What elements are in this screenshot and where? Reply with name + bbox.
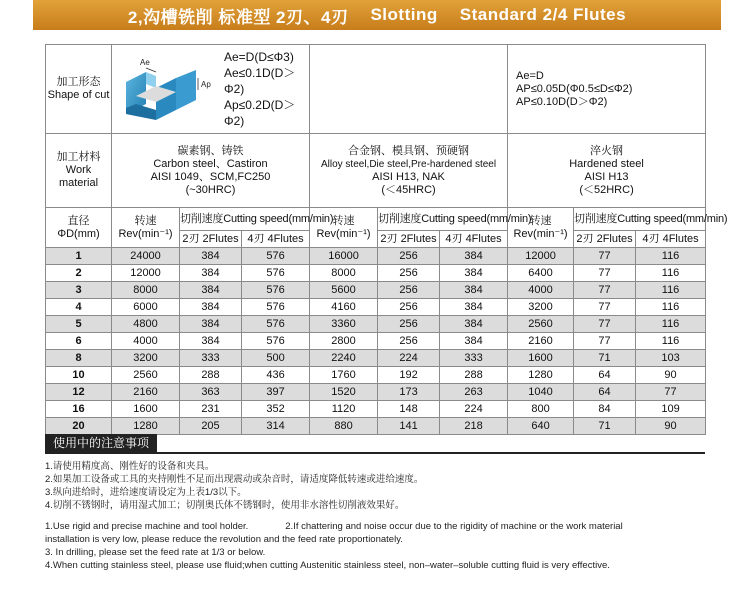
note-cn-3: 3.纵向进给时，进给速度请设定为上表1/3以下。 xyxy=(45,487,247,498)
notes-body xyxy=(45,460,705,572)
table-row xyxy=(46,418,706,435)
value-cell: 141 xyxy=(378,418,440,435)
diameter-cell: 2 xyxy=(46,265,112,282)
diameter-cell: 20 xyxy=(46,418,112,435)
value-cell: 2160 xyxy=(112,384,180,401)
note-en-2: installation is very low, please reduce the revolution and the feed rate proportionately. xyxy=(45,534,403,545)
formula-1-line-2: Ae≤0.1D(D＞Φ2) xyxy=(224,66,296,96)
value-cell: 256 xyxy=(378,316,440,333)
value-cell: 384 xyxy=(180,299,242,316)
flutes4-header-2: 4刃 4Flutes xyxy=(440,231,508,248)
m3-cn: 淬火钢 xyxy=(590,144,624,157)
table-row xyxy=(46,333,706,350)
value-cell: 116 xyxy=(636,282,706,299)
value-cell: 205 xyxy=(180,418,242,435)
value-cell: 384 xyxy=(440,265,508,282)
value-cell: 116 xyxy=(636,265,706,282)
table-row xyxy=(46,248,706,265)
feed-header-2: 切削速度Cutting speed(mm/min) xyxy=(378,208,508,231)
flutes4-header-3: 4刃 4Flutes xyxy=(636,231,706,248)
data-rows xyxy=(46,248,706,435)
value-cell: 218 xyxy=(440,418,508,435)
cutting-conditions-table xyxy=(45,44,728,435)
value-cell: 16000 xyxy=(310,248,378,265)
flutes4-header-1: 4刃 4Flutes xyxy=(242,231,310,248)
flutes2-header-2: 2刃 2Flutes xyxy=(378,231,440,248)
table-row xyxy=(46,316,706,333)
value-cell: 116 xyxy=(636,316,706,333)
shape-label-cell xyxy=(46,45,112,134)
feed-header-1: 切削速度Cutting speed(mm/min) xyxy=(180,208,310,231)
shape-formula-1 xyxy=(216,49,309,129)
value-cell: 576 xyxy=(242,333,310,350)
value-cell: 576 xyxy=(242,248,310,265)
m2-grade: AISI H13, NAK xyxy=(372,170,445,183)
value-cell: 90 xyxy=(636,367,706,384)
value-cell: 77 xyxy=(574,282,636,299)
material-carbon-steel xyxy=(112,134,310,208)
rev-header-2-en: Rev(min⁻¹) xyxy=(316,227,371,240)
value-cell: 384 xyxy=(440,248,508,265)
notes-title: 使用中的注意事项 xyxy=(45,434,157,452)
value-cell: 352 xyxy=(242,401,310,418)
table-row xyxy=(46,299,706,316)
value-cell: 256 xyxy=(378,299,440,316)
value-cell: 384 xyxy=(440,299,508,316)
diameter-cell: 6 xyxy=(46,333,112,350)
value-cell: 288 xyxy=(440,367,508,384)
value-cell: 256 xyxy=(378,282,440,299)
value-cell: 4000 xyxy=(112,333,180,350)
m3-en: Hardened steel xyxy=(569,157,644,170)
diameter-header xyxy=(46,208,112,248)
note-en-4: 4.When cutting stainless steel, please use fluid;when cutting Austenitic stainless steel, non–water–soluble cutting fluid is very effective. xyxy=(45,560,610,571)
material-alloy-steel xyxy=(310,134,508,208)
value-cell: 1280 xyxy=(112,418,180,435)
value-cell: 224 xyxy=(378,350,440,367)
slot-diagram-icon xyxy=(112,54,216,124)
value-cell: 84 xyxy=(574,401,636,418)
m2-hardness: (＜45HRC) xyxy=(381,183,436,196)
value-cell: 77 xyxy=(574,248,636,265)
value-cell: 173 xyxy=(378,384,440,401)
value-cell: 2560 xyxy=(508,316,574,333)
material-label-en-2: material xyxy=(58,177,99,189)
shape-formula-2 xyxy=(508,45,706,134)
shape-label-cn: 加工形态 xyxy=(56,76,101,88)
value-cell: 8000 xyxy=(112,282,180,299)
value-cell: 1280 xyxy=(508,367,574,384)
m1-cn: 碳素钢、铸铁 xyxy=(177,144,244,157)
value-cell: 12000 xyxy=(112,265,180,282)
table-row xyxy=(46,367,706,384)
value-cell: 116 xyxy=(636,248,706,265)
diagram-ae-label: Ae xyxy=(140,58,150,67)
value-cell: 2160 xyxy=(508,333,574,350)
value-cell: 77 xyxy=(636,384,706,401)
value-cell: 800 xyxy=(508,401,574,418)
feed-header-3: 切削速度Cutting speed(mm/min) xyxy=(574,208,706,231)
value-cell: 64 xyxy=(574,367,636,384)
diagram-ap-label: Ap xyxy=(201,80,211,89)
title-banner xyxy=(33,0,721,30)
value-cell: 384 xyxy=(180,265,242,282)
m1-en: Carbon steel、Castiron xyxy=(153,157,268,170)
value-cell: 4000 xyxy=(508,282,574,299)
material-hardened-steel xyxy=(508,134,706,208)
rev-header-3-en: Rev(min⁻¹) xyxy=(513,227,568,240)
value-cell: 224 xyxy=(440,401,508,418)
value-cell: 8000 xyxy=(310,265,378,282)
diameter-cell: 12 xyxy=(46,384,112,401)
value-cell: 103 xyxy=(636,350,706,367)
diameter-cell: 16 xyxy=(46,401,112,418)
value-cell: 384 xyxy=(440,282,508,299)
value-cell: 384 xyxy=(180,282,242,299)
value-cell: 256 xyxy=(378,248,440,265)
value-cell: 263 xyxy=(440,384,508,401)
value-cell: 384 xyxy=(440,333,508,350)
diameter-cell: 5 xyxy=(46,316,112,333)
diameter-cell: 8 xyxy=(46,350,112,367)
value-cell: 64 xyxy=(574,384,636,401)
flutes2-header-1: 2刃 2Flutes xyxy=(180,231,242,248)
banner-title-cn: 2,沟槽铣削 标准型 2刃、4刃 xyxy=(127,7,349,27)
value-cell: 1760 xyxy=(310,367,378,384)
value-cell: 192 xyxy=(378,367,440,384)
material-label-en-1: Work xyxy=(65,164,92,176)
shape-formula-spacer xyxy=(310,45,508,134)
value-cell: 71 xyxy=(574,418,636,435)
table-row xyxy=(46,350,706,367)
rev-header-1 xyxy=(112,208,180,248)
formula-2-line-1: Ae=D xyxy=(516,69,544,82)
value-cell: 1120 xyxy=(310,401,378,418)
m3-grade: AISI H13 xyxy=(584,170,629,183)
value-cell: 384 xyxy=(180,316,242,333)
value-cell: 576 xyxy=(242,282,310,299)
diameter-header-cn: 直径 xyxy=(67,214,90,227)
value-cell: 71 xyxy=(574,350,636,367)
value-cell: 880 xyxy=(310,418,378,435)
value-cell: 231 xyxy=(180,401,242,418)
notes-header xyxy=(45,434,705,454)
value-cell: 148 xyxy=(378,401,440,418)
value-cell: 1600 xyxy=(508,350,574,367)
value-cell: 288 xyxy=(180,367,242,384)
value-cell: 90 xyxy=(636,418,706,435)
value-cell: 77 xyxy=(574,265,636,282)
rev-header-1-cn: 转速 xyxy=(134,214,157,227)
rev-header-2-cn: 转速 xyxy=(332,214,355,227)
table-row xyxy=(46,401,706,418)
value-cell: 333 xyxy=(440,350,508,367)
value-cell: 2560 xyxy=(112,367,180,384)
flutes2-header-3: 2刃 2Flutes xyxy=(574,231,636,248)
diameter-header-en: ΦD(mm) xyxy=(57,227,100,240)
value-cell: 576 xyxy=(242,265,310,282)
value-cell: 314 xyxy=(242,418,310,435)
value-cell: 77 xyxy=(574,299,636,316)
m2-cn: 合金钢、模具钢、预硬钢 xyxy=(348,144,470,157)
value-cell: 116 xyxy=(636,299,706,316)
banner-title-en-slotting: Slotting xyxy=(370,5,438,24)
value-cell: 1600 xyxy=(112,401,180,418)
diameter-cell: 1 xyxy=(46,248,112,265)
formula-1-line-3: Ap≤0.2D(D＞Φ2) xyxy=(224,98,296,128)
value-cell: 2240 xyxy=(310,350,378,367)
note-cn-1: 1.请使用精度高、刚性好的设备和夹具。 xyxy=(45,461,215,472)
table-row xyxy=(46,384,706,401)
value-cell: 116 xyxy=(636,333,706,350)
value-cell: 1040 xyxy=(508,384,574,401)
value-cell: 256 xyxy=(378,333,440,350)
value-cell: 576 xyxy=(242,299,310,316)
note-cn-2: 2.如果加工设备或工具的夹持刚性不足而出现震动或杂音时，请适度降低转速或进给速度。 xyxy=(45,474,424,485)
note-en-3: 3. In drilling, please set the feed rate at 1/3 or below. xyxy=(45,547,266,558)
material-label-cn: 加工材料 xyxy=(56,151,101,163)
value-cell: 640 xyxy=(508,418,574,435)
value-cell: 500 xyxy=(242,350,310,367)
rev-header-3-cn: 转速 xyxy=(529,214,552,227)
m2-en: Alloy steel,Die steel,Pre-hardened steel xyxy=(320,158,497,170)
value-cell: 6400 xyxy=(508,265,574,282)
table-row xyxy=(46,265,706,282)
value-cell: 333 xyxy=(180,350,242,367)
value-cell: 4160 xyxy=(310,299,378,316)
diameter-cell: 10 xyxy=(46,367,112,384)
value-cell: 3200 xyxy=(508,299,574,316)
m1-hardness: (~30HRC) xyxy=(185,183,236,196)
formula-1-line-1: Ae=D(D≤Φ3) xyxy=(224,50,294,64)
note-cn-4: 4.切削不锈钢时，请用湿式加工；切削奥氏体不锈钢时，使用非水溶性切削液效果好。 xyxy=(45,500,405,511)
formula-2-line-2: AP≤0.05D(Φ0.5≤D≤Φ2) xyxy=(516,82,633,95)
diameter-cell: 3 xyxy=(46,282,112,299)
value-cell: 384 xyxy=(180,248,242,265)
value-cell: 576 xyxy=(242,316,310,333)
value-cell: 363 xyxy=(180,384,242,401)
value-cell: 384 xyxy=(180,333,242,350)
value-cell: 77 xyxy=(574,333,636,350)
rev-header-1-en: Rev(min⁻¹) xyxy=(118,227,173,240)
shape-diagram-cell xyxy=(112,45,310,134)
banner-title-en-flutes: Standard 2/4 Flutes xyxy=(459,5,627,24)
m1-grade: AISI 1049、SCM,FC250 xyxy=(150,170,271,183)
value-cell: 77 xyxy=(574,316,636,333)
material-label-cell xyxy=(46,134,112,208)
value-cell: 397 xyxy=(242,384,310,401)
value-cell: 384 xyxy=(440,316,508,333)
value-cell: 3200 xyxy=(112,350,180,367)
value-cell: 5600 xyxy=(310,282,378,299)
value-cell: 436 xyxy=(242,367,310,384)
value-cell: 4800 xyxy=(112,316,180,333)
diameter-cell: 4 xyxy=(46,299,112,316)
note-en-1: 1.Use rigid and precise machine and tool holder. 2.If chattering and noise occur due to the rigidity of machine or the work material xyxy=(45,521,623,532)
value-cell: 2800 xyxy=(310,333,378,350)
value-cell: 24000 xyxy=(112,248,180,265)
value-cell: 3360 xyxy=(310,316,378,333)
value-cell: 6000 xyxy=(112,299,180,316)
shape-label-en: Shape of cut xyxy=(47,89,110,101)
value-cell: 256 xyxy=(378,265,440,282)
value-cell: 109 xyxy=(636,401,706,418)
table-row xyxy=(46,282,706,299)
value-cell: 1520 xyxy=(310,384,378,401)
m3-hardness: (＜52HRC) xyxy=(579,183,634,196)
formula-2-line-3: AP≤0.10D(D＞Φ2) xyxy=(516,95,608,108)
value-cell: 12000 xyxy=(508,248,574,265)
